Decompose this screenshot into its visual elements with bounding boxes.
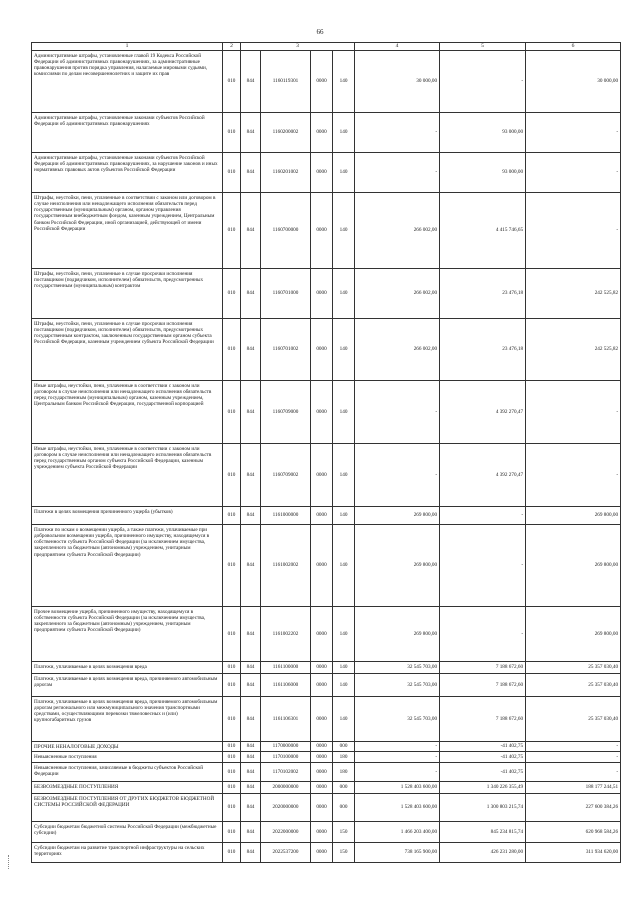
row-code-a: 010: [223, 381, 241, 444]
row-value-1: -: [355, 763, 440, 782]
row-code-d: 0000: [311, 444, 333, 507]
row-value-1: 269 800,00: [355, 507, 440, 525]
row-code-a: 010: [223, 113, 241, 153]
row-classification-code: 1161002202: [261, 607, 311, 662]
row-description: ПРОЧИЕ НЕНАЛОГОВЫЕ ДОХОДЫ: [32, 742, 223, 752]
row-classification-code: 1161106000: [261, 674, 311, 697]
row-classification-code: 1160709000: [261, 381, 311, 444]
row-classification-code: 1160200002: [261, 113, 311, 153]
row-code-a: 010: [223, 444, 241, 507]
row-description: Платежи, уплачиваемые в целях возмещения вреда, причиняемого автомобильным дорогам: [32, 674, 223, 697]
table-row: [32, 525, 621, 607]
row-code-e: 150: [333, 843, 355, 863]
row-code-a: 010: [223, 782, 241, 794]
row-value-2: -: [440, 525, 526, 607]
row-code-a: 010: [223, 525, 241, 607]
row-code-b: 844: [241, 843, 261, 863]
row-description: Невыясненные поступления: [32, 752, 223, 763]
row-value-1: -: [355, 444, 440, 507]
row-value-2: 4 392 270,47: [440, 381, 526, 444]
row-value-3: 269 800,00: [526, 525, 621, 607]
row-code-a: 010: [223, 763, 241, 782]
row-value-3: 242 525,82: [526, 269, 621, 319]
row-code-e: 140: [333, 113, 355, 153]
row-code-d: 0000: [311, 269, 333, 319]
row-value-1: -: [355, 752, 440, 763]
row-code-d: 0000: [311, 843, 333, 863]
table-row: [32, 662, 621, 674]
table-row: [32, 507, 621, 525]
row-classification-code: 1161002002: [261, 525, 311, 607]
row-description: Платежи, уплачиваемые в целях возмещения вреда, причиняемого автомобильным дорогам регионального или межмуниципального значения транспортными средствами, осуществляющими перевозки тяжеловесных и (или) крупногабаритных грузов: [32, 697, 223, 742]
row-value-3: 227 600 384,26: [526, 794, 621, 822]
row-value-1: 32 545 703,00: [355, 662, 440, 674]
row-value-1: 269 800,00: [355, 525, 440, 607]
row-classification-code: 1160700000: [261, 193, 311, 269]
row-code-a: 010: [223, 269, 241, 319]
row-value-3: 311 934 620,00: [526, 843, 621, 863]
table-row: [32, 381, 621, 444]
row-description: Штрафы, неустойки, пени, уплаченные в соответствии с законом или договором в случае неисполнения или ненадлежащего исполнения обязательств перед государственным (муниципальным) органом, органом управления государственным внебюджетным фондом, казенным учреждением, Центральным банком Российской Федерации, иной организацией, действующей от имени Российской Федерации: [32, 193, 223, 269]
revenue-table: [31, 42, 621, 863]
row-code-e: 180: [333, 752, 355, 763]
row-classification-code: 1160709002: [261, 444, 311, 507]
row-value-1: 738 165 900,00: [355, 843, 440, 863]
row-description: Административные штрафы, установленные законами субъектов Российской Федерации об административных правонарушениях, за нарушение законов и иных нормативных правовых актов субъектов Российской Федерации: [32, 153, 223, 193]
row-value-2: 7 188 672,60: [440, 662, 526, 674]
row-code-d: 0000: [311, 752, 333, 763]
row-code-d: 0000: [311, 697, 333, 742]
row-code-b: 844: [241, 794, 261, 822]
row-code-e: 140: [333, 51, 355, 113]
row-code-b: 844: [241, 763, 261, 782]
row-value-2: -: [440, 51, 526, 113]
row-classification-code: 1160701000: [261, 269, 311, 319]
row-value-3: 188 177 244,51: [526, 782, 621, 794]
header-col-6: 6: [526, 43, 621, 51]
row-code-a: 010: [223, 697, 241, 742]
row-description: Административные штрафы, установленные законами субъектов Российской Федерации об административных правонарушениях: [32, 113, 223, 153]
row-value-2: 845 234 815,74: [440, 822, 526, 843]
header-col-5: 5: [440, 43, 526, 51]
row-value-1: 1 528 403 600,00: [355, 782, 440, 794]
row-classification-code: 2000000000: [261, 782, 311, 794]
row-value-3: 242 525,82: [526, 319, 621, 381]
row-value-3: -: [526, 752, 621, 763]
row-code-d: 0000: [311, 113, 333, 153]
row-code-d: 0000: [311, 782, 333, 794]
table-row: [32, 269, 621, 319]
row-code-e: 140: [333, 444, 355, 507]
row-code-d: 0000: [311, 51, 333, 113]
row-code-b: 844: [241, 662, 261, 674]
table-row: [32, 193, 621, 269]
table-row: [32, 697, 621, 742]
row-code-a: 010: [223, 607, 241, 662]
table-row: [32, 51, 621, 113]
row-value-3: 620 968 584,26: [526, 822, 621, 843]
row-value-2: 93 000,00: [440, 153, 526, 193]
row-value-3: -: [526, 153, 621, 193]
row-code-b: 844: [241, 607, 261, 662]
page-number: 66: [316, 28, 324, 36]
header-col-2: 2: [223, 43, 241, 51]
row-code-b: 844: [241, 782, 261, 794]
row-value-1: 266 002,00: [355, 269, 440, 319]
row-value-2: 23 476,18: [440, 319, 526, 381]
row-value-3: 269 800,00: [526, 507, 621, 525]
row-code-a: 010: [223, 507, 241, 525]
table-body: [32, 43, 621, 863]
row-code-b: 844: [241, 507, 261, 525]
row-value-1: 1 466 203 400,00: [355, 822, 440, 843]
row-description: Субсидии бюджетам на развитие транспортной инфраструктуры на сельских территориях: [32, 843, 223, 863]
header-row: [32, 43, 621, 51]
row-code-d: 0000: [311, 822, 333, 843]
table-row: [32, 794, 621, 822]
table-row: [32, 822, 621, 843]
row-value-1: 30 000,00: [355, 51, 440, 113]
row-code-a: 010: [223, 843, 241, 863]
row-description: Платежи, уплачиваемые в целях возмещения вреда: [32, 662, 223, 674]
row-description: Платежи по искам о возмещении ущерба, а также платежи, уплачиваемые при добровольном возмещении ущерба, причиненного имуществу, находящемуся в собственности субъекта Российской Федерации (за исключением имущества, закрепленного за бюджетным (автономным) учреждением, унитарным предприятием субъекта Российской Федерации): [32, 525, 223, 607]
row-description: Иные штрафы, неустойки, пени, уплаченные в соответствии с законом или договором в случае неисполнения или ненадлежащего исполнения обязательств перед государственным органом субъекта Российской Федерации, казенным учреждением субъекта Российской Федерации: [32, 444, 223, 507]
row-value-3: -: [526, 381, 621, 444]
row-code-a: 010: [223, 51, 241, 113]
row-classification-code: 1170100000: [261, 752, 311, 763]
row-value-1: 32 545 703,00: [355, 674, 440, 697]
row-value-2: -41 402,75: [440, 742, 526, 752]
row-code-a: 010: [223, 674, 241, 697]
row-description: Штрафы, неустойки, пени, уплаченные в случае просрочки исполнения поставщиком (подрядчиком, исполнителем) обязательств, предусмотренных государственным контрактом, заключенным государственным органом субъекта Российской Федерации, казенным учреждением субъекта Российской Федерации: [32, 319, 223, 381]
row-description: Административные штрафы, установленные главой 19 Кодекса Российской Федерации об административных правонарушениях, за административные правонарушения против порядка управления, налагаемые мировыми судьями, комиссиями по делам несовершеннолетних и защите их прав: [32, 51, 223, 113]
row-code-d: 0000: [311, 742, 333, 752]
row-classification-code: 1161000000: [261, 507, 311, 525]
table-row: [32, 843, 621, 863]
row-value-1: -: [355, 742, 440, 752]
row-code-a: 010: [223, 822, 241, 843]
row-classification-code: 2022000000: [261, 822, 311, 843]
row-value-2: 23 476,18: [440, 269, 526, 319]
row-value-3: -: [526, 113, 621, 153]
row-value-2: -41 402,75: [440, 752, 526, 763]
row-description: Штрафы, неустойки, пени, уплаченные в случае просрочки исполнения поставщиком (подрядчиком, исполнителем) обязательств, предусмотренных государственным (муниципальным) контрактом: [32, 269, 223, 319]
row-classification-code: 1160119301: [261, 51, 311, 113]
table-row: [32, 444, 621, 507]
row-value-1: 269 800,00: [355, 607, 440, 662]
row-code-e: 150: [333, 822, 355, 843]
row-code-b: 844: [241, 381, 261, 444]
row-code-b: 844: [241, 752, 261, 763]
row-value-1: -: [355, 153, 440, 193]
row-value-2: -41 402,75: [440, 763, 526, 782]
row-code-d: 0000: [311, 525, 333, 607]
row-description: Субсидии бюджетам бюджетной системы Российской Федерации (межбюджетные субсидии): [32, 822, 223, 843]
row-value-2: 4 392 270,47: [440, 444, 526, 507]
row-classification-code: 1161106301: [261, 697, 311, 742]
row-code-a: 010: [223, 319, 241, 381]
row-classification-code: 1161100000: [261, 662, 311, 674]
header-col-4: 4: [355, 43, 440, 51]
row-value-3: 25 357 030,40: [526, 662, 621, 674]
row-value-3: -: [526, 193, 621, 269]
row-code-d: 0000: [311, 607, 333, 662]
row-value-1: 266 002,00: [355, 193, 440, 269]
table-row: [32, 674, 621, 697]
row-code-e: 140: [333, 193, 355, 269]
row-value-2: 1 340 226 355,49: [440, 782, 526, 794]
row-code-b: 844: [241, 525, 261, 607]
margin-mark: [8, 855, 12, 869]
table-row: [32, 763, 621, 782]
row-code-a: 010: [223, 153, 241, 193]
row-value-2: 1 300 803 215,74: [440, 794, 526, 822]
row-code-b: 844: [241, 742, 261, 752]
row-description: БЕЗВОЗМЕЗДНЫЕ ПОСТУПЛЕНИЯ: [32, 782, 223, 794]
row-description: Платежи в целях возмещения причиненного ущерба (убытков): [32, 507, 223, 525]
row-value-2: -: [440, 507, 526, 525]
row-code-b: 844: [241, 153, 261, 193]
row-code-b: 844: [241, 113, 261, 153]
row-classification-code: 1160701002: [261, 319, 311, 381]
header-col-1: 1: [32, 43, 223, 51]
row-code-e: 140: [333, 507, 355, 525]
row-code-b: 844: [241, 51, 261, 113]
table-row: [32, 752, 621, 763]
row-code-b: 844: [241, 444, 261, 507]
row-value-3: 269 800,00: [526, 607, 621, 662]
row-value-2: 4 415 746,65: [440, 193, 526, 269]
table-row: [32, 782, 621, 794]
row-value-3: 30 000,00: [526, 51, 621, 113]
row-code-a: 010: [223, 794, 241, 822]
row-value-1: 32 545 703,00: [355, 697, 440, 742]
row-code-b: 844: [241, 822, 261, 843]
table-row: [32, 153, 621, 193]
row-value-1: -: [355, 381, 440, 444]
row-code-d: 0000: [311, 381, 333, 444]
row-value-1: 1 528 403 600,00: [355, 794, 440, 822]
row-code-a: 010: [223, 752, 241, 763]
row-code-d: 0000: [311, 674, 333, 697]
row-value-3: 25 357 030,40: [526, 674, 621, 697]
row-code-b: 844: [241, 319, 261, 381]
row-code-e: 140: [333, 674, 355, 697]
row-code-e: 140: [333, 525, 355, 607]
table-row: [32, 319, 621, 381]
row-value-3: -: [526, 742, 621, 752]
row-code-e: 000: [333, 742, 355, 752]
row-classification-code: 2020000000: [261, 794, 311, 822]
row-code-d: 0000: [311, 662, 333, 674]
row-value-2: 7 188 672,60: [440, 697, 526, 742]
row-code-e: 140: [333, 153, 355, 193]
row-description: Прочее возмещение ущерба, причиненного имуществу, находящемуся в собственности субъекта Российской Федерации (за исключением имущества, закрепленного за бюджетным (автономным) учреждением, унитарным предприятием субъекта Российской Федерации): [32, 607, 223, 662]
row-value-1: 266 002,00: [355, 319, 440, 381]
row-classification-code: 1160201002: [261, 153, 311, 193]
row-value-3: -: [526, 763, 621, 782]
row-value-2: 426 231 280,00: [440, 843, 526, 863]
row-classification-code: 1170000000: [261, 742, 311, 752]
row-code-e: 140: [333, 269, 355, 319]
row-code-e: 140: [333, 662, 355, 674]
row-classification-code: 1170102002: [261, 763, 311, 782]
row-code-a: 010: [223, 742, 241, 752]
row-code-e: 140: [333, 381, 355, 444]
row-code-d: 0000: [311, 763, 333, 782]
row-code-d: 0000: [311, 794, 333, 822]
table-row: [32, 742, 621, 752]
row-code-e: 000: [333, 782, 355, 794]
table-row: [32, 607, 621, 662]
row-code-a: 010: [223, 662, 241, 674]
row-description: Невыясненные поступления, зачисляемые в бюджеты субъектов Российской Федерации: [32, 763, 223, 782]
row-description: Иные штрафы, неустойки, пени, уплаченные в соответствии с законом или договором в случае неисполнения или ненадлежащего исполнения обязательств перед государственным (муниципальным) органом, казенным учреждением, Центральным банком Российской Федерации, государственной корпорацией: [32, 381, 223, 444]
row-code-b: 844: [241, 269, 261, 319]
row-code-a: 010: [223, 193, 241, 269]
row-code-b: 844: [241, 697, 261, 742]
row-code-e: 180: [333, 763, 355, 782]
row-code-d: 0000: [311, 193, 333, 269]
row-code-d: 0000: [311, 319, 333, 381]
row-code-b: 844: [241, 674, 261, 697]
row-code-e: 140: [333, 697, 355, 742]
row-value-2: -: [440, 607, 526, 662]
row-code-e: 140: [333, 319, 355, 381]
row-value-3: 25 357 030,40: [526, 697, 621, 742]
table-row: [32, 113, 621, 153]
row-classification-code: 2022537200: [261, 843, 311, 863]
row-value-2: 93 000,00: [440, 113, 526, 153]
row-code-e: 000: [333, 794, 355, 822]
row-code-b: 844: [241, 193, 261, 269]
row-code-d: 0000: [311, 507, 333, 525]
row-description: БЕЗВОЗМЕЗДНЫЕ ПОСТУПЛЕНИЯ ОТ ДРУГИХ БЮДЖЕТОВ БЮДЖЕТНОЙ СИСТЕМЫ РОССИЙСКОЙ ФЕДЕРАЦИИ: [32, 794, 223, 822]
header-col-3: 3: [241, 43, 355, 51]
row-value-1: -: [355, 113, 440, 153]
row-value-3: -: [526, 444, 621, 507]
row-code-e: 140: [333, 607, 355, 662]
row-code-d: 0000: [311, 153, 333, 193]
row-value-2: 7 188 672,60: [440, 674, 526, 697]
